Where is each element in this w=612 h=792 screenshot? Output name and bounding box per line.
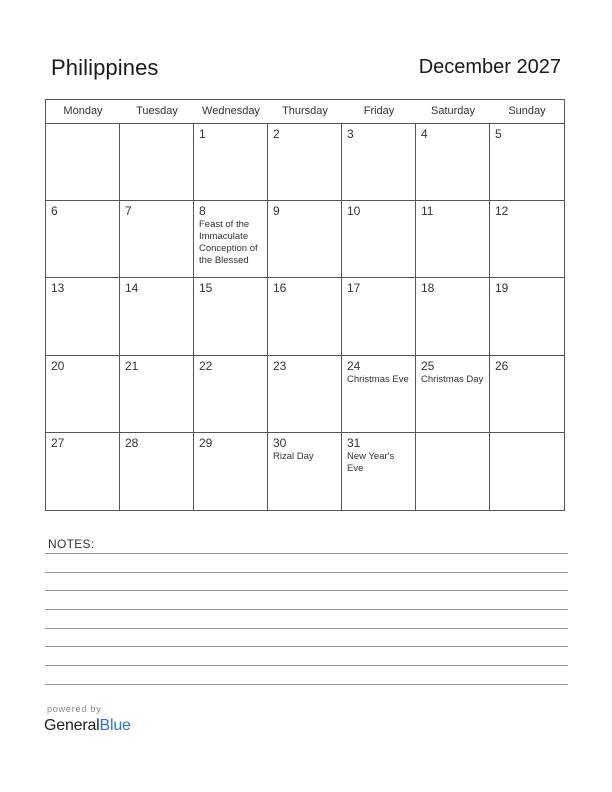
day-cell xyxy=(416,201,490,277)
day-cell xyxy=(490,356,564,432)
note-line xyxy=(45,628,568,629)
weekday-tuesday: Tuesday xyxy=(136,105,178,117)
day-cell xyxy=(490,124,564,200)
day-number: 1 xyxy=(199,127,206,141)
day-cell xyxy=(342,356,416,432)
day-cell xyxy=(416,124,490,200)
day-number: 19 xyxy=(495,281,509,296)
day-number: 27 xyxy=(51,435,65,450)
day-number: 22 xyxy=(199,358,213,373)
day-number: 14 xyxy=(125,281,139,296)
day-cell xyxy=(342,278,416,354)
note-line xyxy=(45,665,568,666)
day-number: 24 xyxy=(347,358,361,373)
day-number: 2 xyxy=(273,127,280,141)
day-cell xyxy=(46,124,120,200)
week-row xyxy=(46,433,564,510)
country-title: Philippines xyxy=(51,55,159,80)
day-cell xyxy=(490,278,564,354)
day-cell xyxy=(46,278,120,354)
day-number: 8 xyxy=(199,204,206,219)
holiday-label: Feast of the Immaculate Conception of the Blessed xyxy=(199,219,258,267)
weekday-monday: Monday xyxy=(63,105,103,117)
day-number: 30 xyxy=(273,435,287,450)
day-number: 4 xyxy=(421,127,428,141)
day-number: 10 xyxy=(347,204,361,219)
day-cell xyxy=(120,124,194,200)
day-cell xyxy=(120,356,194,432)
day-cell xyxy=(268,201,342,277)
day-cell xyxy=(268,124,342,200)
day-number: 6 xyxy=(51,204,58,219)
day-cell xyxy=(120,201,194,277)
note-line xyxy=(45,609,568,610)
day-number: 3 xyxy=(347,127,354,141)
day-cell xyxy=(342,433,416,510)
weekday-friday: Friday xyxy=(363,105,395,117)
weekday-header xyxy=(46,100,564,124)
day-number: 7 xyxy=(125,204,132,219)
day-cell xyxy=(46,356,120,432)
day-cell xyxy=(416,356,490,432)
week-row xyxy=(46,278,564,355)
day-cell xyxy=(342,124,416,200)
day-number: 5 xyxy=(495,127,502,141)
day-cell xyxy=(416,433,490,510)
holiday-label: Christmas Eve xyxy=(347,373,409,385)
weekday-saturday: Saturday xyxy=(430,105,476,117)
day-number: 12 xyxy=(495,204,509,219)
note-line xyxy=(45,590,568,591)
day-cell xyxy=(194,278,268,354)
day-number: 15 xyxy=(199,281,213,296)
note-line xyxy=(45,553,568,554)
day-number: 31 xyxy=(347,435,361,450)
day-cell xyxy=(268,433,342,510)
holiday-label: Christmas Day xyxy=(421,373,484,385)
day-cell xyxy=(120,433,194,510)
day-number: 28 xyxy=(125,435,139,450)
week-row xyxy=(46,124,564,201)
day-cell xyxy=(416,278,490,354)
brand-general-text: General xyxy=(44,717,100,734)
day-number: 9 xyxy=(273,204,280,219)
day-number: 17 xyxy=(347,281,361,296)
day-cell xyxy=(46,433,120,510)
note-line xyxy=(45,572,568,573)
weeks-container xyxy=(46,124,564,510)
generalblue-logo xyxy=(44,717,131,735)
day-number: 13 xyxy=(51,281,65,296)
day-cell xyxy=(194,124,268,200)
weekday-thursday: Thursday xyxy=(282,105,328,117)
day-cell xyxy=(490,201,564,277)
weekday-sunday: Sunday xyxy=(508,105,546,117)
day-cell xyxy=(194,433,268,510)
day-number: 29 xyxy=(199,435,213,450)
day-number: 16 xyxy=(273,281,287,296)
day-number: 20 xyxy=(51,358,65,373)
notes-label: NOTES: xyxy=(48,537,95,551)
day-number: 23 xyxy=(273,358,287,373)
weekday-wednesday: Wednesday xyxy=(202,105,260,117)
day-number: 26 xyxy=(495,358,509,373)
week-row xyxy=(46,201,564,278)
calendar-grid xyxy=(45,99,565,511)
powered-by-text: powered by xyxy=(47,704,102,714)
holiday-label: Rizal Day xyxy=(273,450,314,462)
day-cell xyxy=(46,201,120,277)
brand-blue-text: Blue xyxy=(99,717,131,734)
day-cell xyxy=(490,433,564,510)
note-line xyxy=(45,646,568,647)
note-line xyxy=(45,684,568,685)
day-cell xyxy=(194,201,268,277)
day-number: 18 xyxy=(421,281,435,296)
holiday-label: New Year's Eve xyxy=(347,450,395,474)
day-number: 11 xyxy=(421,204,434,219)
day-cell xyxy=(194,356,268,432)
day-number: 25 xyxy=(421,358,435,373)
week-row xyxy=(46,356,564,433)
day-number: 21 xyxy=(125,358,139,373)
day-cell xyxy=(268,278,342,354)
month-title: December 2027 xyxy=(418,56,561,78)
day-cell xyxy=(268,356,342,432)
day-cell xyxy=(342,201,416,277)
day-cell xyxy=(120,278,194,354)
